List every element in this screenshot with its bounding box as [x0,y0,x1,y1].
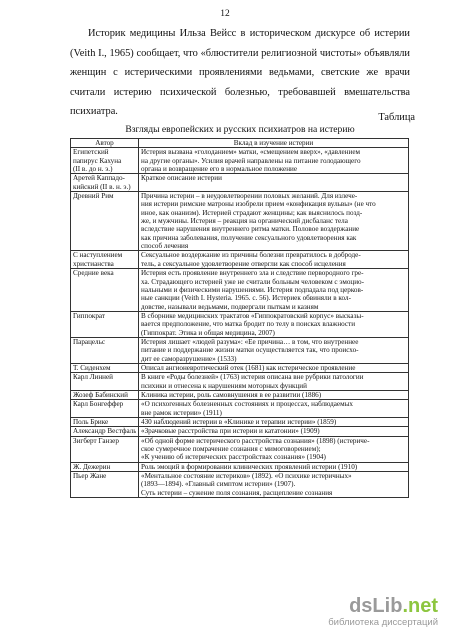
page-number: 12 [220,9,230,19]
contribution-line: способ лечения [141,242,189,251]
intro-line: Историк медицины Ильза Вейсс в историческом дискурсе об истерии [88,28,410,39]
author-cell [71,462,139,471]
contribution-line: «Зрачковые расстройства при истерии и кататонии» (1909) [141,427,320,436]
contribution-cell [139,472,409,498]
table-row [71,472,409,498]
author-line: Ж. Дежерин [73,462,111,471]
contribution-cell [139,192,409,251]
watermark-subtitle: библиотека диссертаций [328,617,438,628]
contribution-line: как причина заболевания, получение сексуального удовлетворения как [141,233,357,242]
author-cell [71,363,139,372]
contribution-cell [139,400,409,418]
author-cell [71,251,139,269]
contribution-line: (Гиппократ. Этика и общая медицина, 2007) [141,328,275,337]
table-row [71,269,409,312]
contribution-cell [139,390,409,399]
intro-line: истерию психической болезнью, требовавшей вмешательства психиатра. [70,86,410,118]
author-cell [71,373,139,391]
author-line: христианства [73,259,114,268]
author-cell [71,192,139,251]
contribution-line: В сборнике медицинских трактатов «Гиппократовский корпус» высказы- [141,311,364,320]
table-row [71,192,409,251]
contribution-cell [139,427,409,436]
contribution-cell [139,251,409,269]
author-line: папирус Кахуна [73,156,122,165]
contribution-line: «Ментальное состояние истериков» (1892). «О психике истеричных» [141,472,352,481]
contribution-cell [139,363,409,372]
table-row [71,311,409,337]
author-line: Александр Вестфаль [73,427,136,436]
author-line: Древний Рим [73,192,114,201]
author-cell [71,269,139,312]
table-row [71,418,409,427]
author-cell [71,311,139,337]
contribution-cell [139,418,409,427]
author-line: Зигберт Ганзер [73,436,119,445]
contribution-line: Истерия есть проявление внутреннего зла и следствие первородного гре- [141,269,364,278]
author-line: Карл Линней [73,373,113,382]
author-line: Пьер Жане [73,472,107,481]
contribution-line: Клиника истерии, роль самовнушения в ее развитии (1886) [141,390,322,399]
hysteria-table [70,138,409,498]
author-line: С наступлением [73,251,123,260]
table-row [71,390,409,399]
contribution-line: вается предположение, что матка бродит по телу в поисках влажности [141,320,356,329]
author-cell [71,472,139,498]
contribution-line: Описал ангионевротический отек (1681) как истерическое проявление [141,363,356,372]
contribution-line: питание и поддержание жизни матки осуществляется так, что происхо- [141,346,359,355]
table-header-row [71,139,409,148]
contribution-line: ния истерии римские матроны изобрели прием «конфикация вульвы» (не что [141,200,376,209]
table-body [71,148,409,498]
contribution-line: «Об одной форме истерического расстройства сознания» (1898) (истериче- [141,436,370,445]
contribution-line: «О психогенных болезненных состояниях и процессах, наблюдаемых [141,400,353,409]
contribution-line: Суть истерии – сужение поля сознания, расщепление сознания [141,488,333,497]
contribution-cell [139,311,409,337]
contribution-line: нальными и физическими нарушениями. Истерия подпадала под церков- [141,285,364,294]
contribution-line: вследствие нарушения внутреннего ритма матки. Половое воздержание [141,225,360,234]
author-line: кийский (II в. н. э.) [73,182,131,191]
author-line: Поль Брике [73,418,109,426]
contribution-line: иное, как онанизм). Истерией страдают женщины; как выяснилось позд- [141,208,363,217]
contribution-cell [139,269,409,312]
author-cell [71,418,139,427]
author-cell [71,174,139,192]
contribution-line: на другие органы». Усилия врачей направлены на питание голодающего [141,156,361,165]
contribution-line: психики и отнесена к нарушениям моторных функций [141,381,307,390]
table-row [71,427,409,436]
table-row [71,148,409,174]
table-row [71,363,409,372]
contribution-line: Причина истерии – в неудовлетворении половых желаний. Для излече- [141,192,358,201]
header-contribution: Вклад в изучение истерии [139,139,409,148]
contribution-cell [139,337,409,363]
contribution-line: 430 наблюдений истерии в «Клинике и терапии истерии» (1859) [141,418,337,426]
author-line: Жозеф Бабинский [73,390,128,399]
contribution-line: Истерия лишает «людей разума»: «Ее причина… в том, что внутреннее [141,337,359,346]
author-line: Средние века [73,269,114,278]
contribution-line: вне рамок истерии» (1911) [141,408,222,417]
contribution-line: тель, а сексуальное удовлетворение отвергли как способ исцеления [141,259,346,268]
intro-paragraph [70,24,410,122]
contribution-line: Краткое описание истерии [141,174,222,183]
intro-line: (Veith I., 1965) сообщает, что «блюстители религиозной чистоты» объявляли [70,47,410,59]
contribution-line: Истерия вызвана «голоданием» матки, «смещением вверх», «давлением [141,148,361,157]
watermark-logo: dsLib.net [349,595,438,617]
table-row [71,436,409,462]
author-cell [71,436,139,462]
table-label: Таблица [378,112,415,123]
contribution-line: Сексуальное воздержание из причины болезни превратилось в доброде- [141,251,361,260]
contribution-line: же, и мужчины. Истерия – реакция на органический дисбаланс тела [141,217,348,226]
author-line: Аретей Каппадо- [73,174,125,183]
table-row [71,400,409,418]
author-line: Парацельс [73,337,106,346]
author-line: Гиппократ [73,311,106,320]
header-author: Автор [71,139,139,148]
author-cell [71,390,139,399]
table-row [71,462,409,471]
contribution-line: (1893—1894). «Главный симптом истерии» (1907). [141,480,296,489]
contribution-cell [139,174,409,192]
contribution-line: дит ее саморазрушение» (1533) [141,354,237,363]
watermark [328,596,438,628]
contribution-cell [139,462,409,471]
table-row [71,337,409,363]
contribution-line: ха. Страдающего истерией уже не считали больным человеком с эмоцио- [141,277,365,286]
author-cell [71,427,139,436]
author-line: Египетский [73,148,109,157]
contribution-cell [139,373,409,391]
author-line: Карл Бонгеффер [73,400,124,409]
table-row [71,174,409,192]
author-cell [71,400,139,418]
table-row [71,251,409,269]
author-cell [71,337,139,363]
table-title: Взгляды европейских и русских психиатров на истерию [125,124,355,135]
author-line: Т. Сиденхем [73,363,111,372]
table-row [71,373,409,391]
contribution-line: ные санкции (Veith I. Hysteria. 1965. с. 56). Истериек обвиняли в кол- [141,294,351,303]
contribution-line: В книге «Роды болезней» (1763) истерия описана вне рубрики патологии [141,373,364,382]
contribution-line: довстве, называли ведьмами, подвергали пыткам и казням [141,302,319,311]
author-line: (II в. до н. э.) [73,165,113,174]
author-cell [71,148,139,174]
contribution-cell [139,148,409,174]
contribution-line: «К учению об истерических расстройствах сознания» (1904) [141,453,326,462]
intro-line: женщин с истерическими проявлениями ведьмами, светские же врачи считали [70,67,410,98]
contribution-line: органа и возвращение его в нормальное положение [141,165,298,174]
contribution-line: Роль эмоций в формировании клинических проявлений истерии (1910) [141,462,358,471]
contribution-line: ское сумеречное помрачение сознания с мимоговорением); [141,445,321,454]
contribution-cell [139,436,409,462]
